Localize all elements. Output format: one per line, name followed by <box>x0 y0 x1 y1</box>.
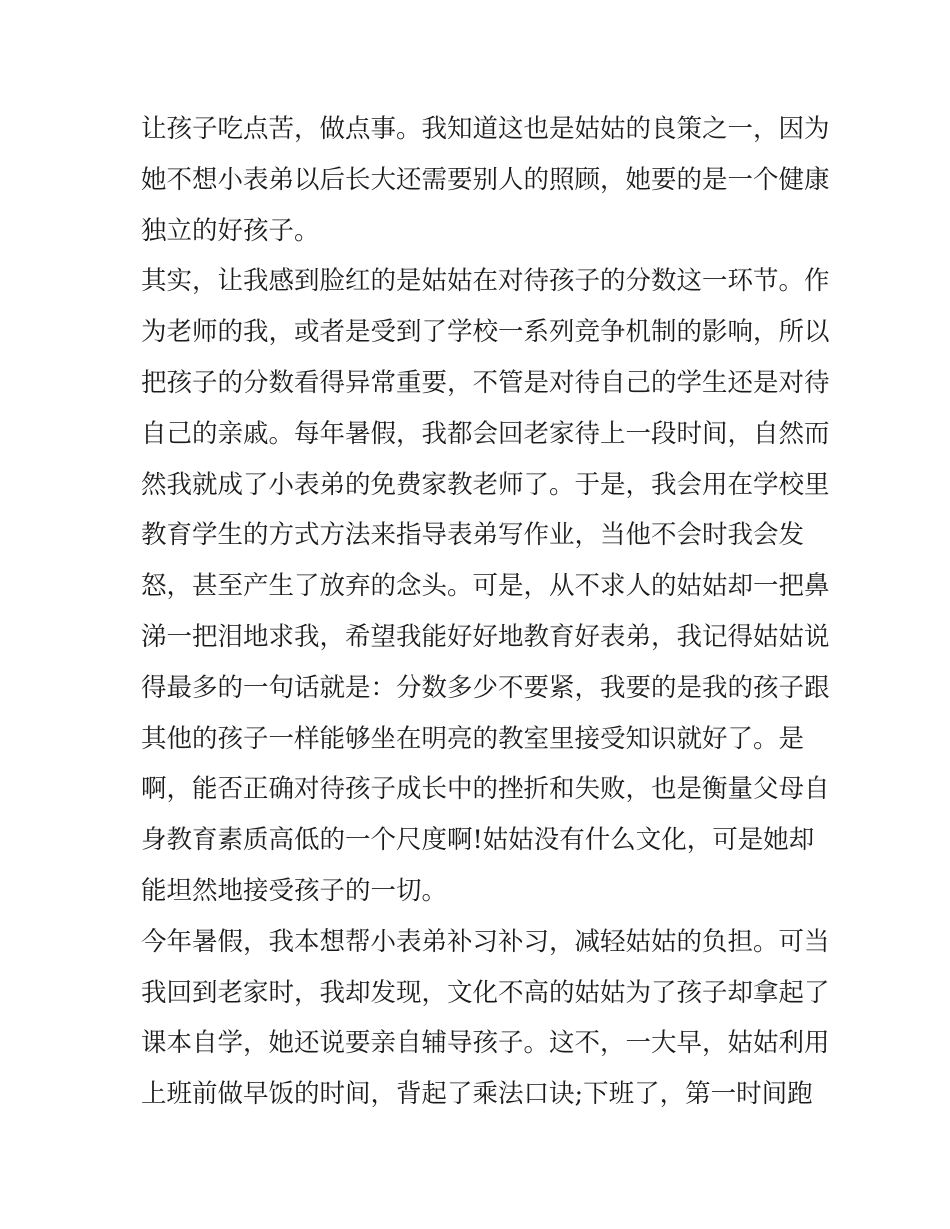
text-line: 让孩子吃点苦，做点事。我知道这也是姑姑的良策之一，因为 <box>141 114 830 144</box>
text-line: 课本自学，她还说要亲自辅导孩子。这不，一大早，姑姑利用 <box>141 1028 830 1059</box>
text-line: 她不想小表弟以后长大还需要别人的照顾，她要的是一个健康 <box>141 164 830 195</box>
text-line: 把孩子的分数看得异常重要，不管是对待自己的学生还是对待 <box>141 367 830 398</box>
text-line: 上班前做早饭的时间，背起了乘法口诀;下班了，第一时间跑 <box>141 1079 813 1110</box>
text-line: 为老师的我，或者是受到了学校一系列竞争机制的影响，所以 <box>141 317 830 348</box>
text-line: 独立的好孩子。 <box>141 215 320 246</box>
text-line: 教育学生的方式方法来指导表弟写作业，当他不会时我会发 <box>141 520 805 551</box>
text-line: 怒，甚至产生了放弃的念头。可是，从不求人的姑姑却一把鼻 <box>141 571 830 602</box>
text-line: 自己的亲戚。每年暑假，我都会回老家待上一段时间，自然而 <box>141 418 830 449</box>
text-line: 能坦然地接受孩子的一切。 <box>141 875 448 906</box>
text-line: 今年暑假，我本想帮小表弟补习补习，减轻姑姑的负担。可当 <box>141 926 830 957</box>
body-text <box>141 104 830 1120</box>
text-line: 然我就成了小表弟的免费家教老师了。于是，我会用在学校里 <box>141 469 830 500</box>
text-line: 得最多的一句话就是：分数多少不要紧，我要的是我的孩子跟 <box>141 672 830 703</box>
text-line: 啊，能否正确对待孩子成长中的挫折和失败，也是衡量父母自 <box>141 774 830 805</box>
text-line: 其实，让我感到脸红的是姑姑在对待孩子的分数这一环节。作 <box>141 266 830 297</box>
text-line: 涕一把泪地求我，希望我能好好地教育好表弟，我记得姑姑说 <box>141 621 830 652</box>
text-line: 身教育素质高低的一个尺度啊!姑姑没有什么文化，可是她却 <box>141 825 815 856</box>
text-line: 我回到老家时，我却发现，文化不高的姑姑为了孩子却拿起了 <box>141 977 830 1008</box>
text-line: 其他的孩子一样能够坐在明亮的教室里接受知识就好了。是 <box>141 723 805 754</box>
